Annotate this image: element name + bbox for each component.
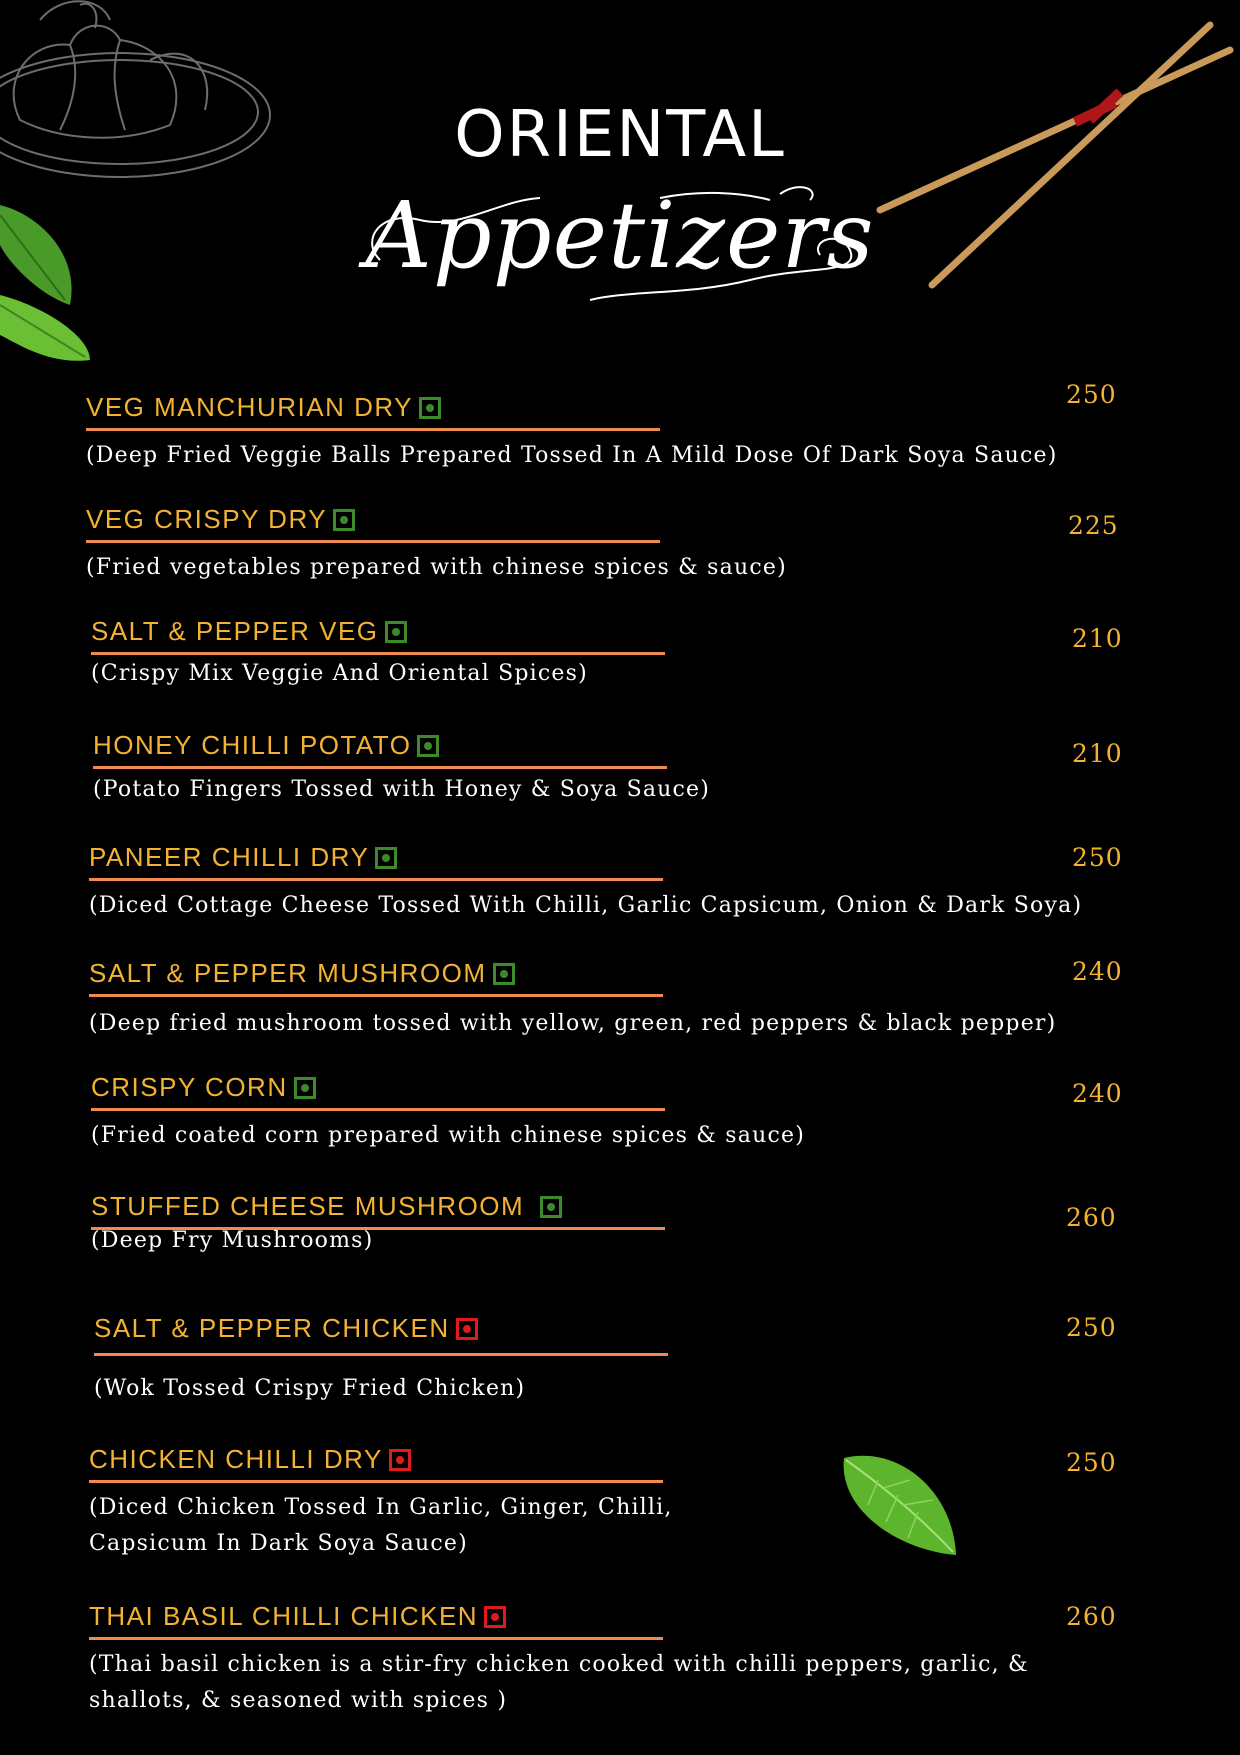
menu-item-description: (Deep fried mushroom tossed with yellow, green, red peppers & black pepper) [89,1011,1057,1036]
menu-item-name: CRISPY CORN [91,1072,316,1102]
item-divider [94,1353,668,1356]
menu-item-price: 250 [1066,1313,1117,1342]
non-veg-symbol-icon [389,1449,411,1471]
flourish-ornament [360,180,880,310]
menu-item-name: CHICKEN CHILLI DRY [89,1444,411,1474]
menu-item-description: (Crispy Mix Veggie And Oriental Spices) [91,661,588,686]
menu-item-name: VEG CRISPY DRY [86,504,355,534]
menu-item-description: (Fried vegetables prepared with chinese spices & sauce) [86,555,787,580]
menu-item-description: (Deep Fry Mushrooms) [91,1228,374,1253]
menu-item-description: (Deep Fried Veggie Balls Prepared Tossed In A Mild Dose Of Dark Soya Sauce) [86,443,1058,468]
page-title: ORIENTAL [454,98,786,172]
menu-item-name: THAI BASIL CHILLI CHICKEN [89,1601,506,1631]
menu-item-description: (Potato Fingers Tossed with Honey & Soya Sauce) [93,777,711,802]
veg-symbol-icon [294,1077,316,1099]
item-divider [93,766,667,769]
menu-item-price: 260 [1066,1203,1117,1232]
item-divider [91,1108,665,1111]
item-divider [89,994,663,997]
item-divider [89,1480,663,1483]
menu-item-price: 240 [1072,1079,1123,1108]
menu-item-price: 210 [1072,624,1123,653]
veg-symbol-icon [417,735,439,757]
menu-item-name: SALT & PEPPER MUSHROOM [89,958,515,988]
non-veg-symbol-icon [456,1318,478,1340]
mint-leaf-icon [838,1450,968,1560]
item-divider [89,878,663,881]
menu-item-description: (Diced Cottage Cheese Tossed With Chilli, Garlic Capsicum, Onion & Dark Soya) [89,893,1083,918]
menu-item-price: 225 [1068,511,1119,540]
veg-symbol-icon [375,847,397,869]
veg-symbol-icon [385,621,407,643]
menu-item-description: (Wok Tossed Crispy Fried Chicken) [94,1376,526,1401]
non-veg-symbol-icon [484,1606,506,1628]
menu-item-name: PANEER CHILLI DRY [89,842,397,872]
item-divider [86,540,660,543]
menu-item-price: 250 [1066,1448,1117,1477]
menu-item-name: STUFFED CHEESE MUSHROOM [91,1191,562,1221]
menu-item-description: (Thai basil chicken is a stir-fry chicken cooked with chilli peppers, garlic, & shallots, & seasoned with spices ) [89,1652,1029,1713]
menu-item-name: SALT & PEPPER VEG [91,616,407,646]
veg-symbol-icon [493,963,515,985]
menu-item-description: (Fried coated corn prepared with chinese spices & sauce) [91,1123,805,1148]
menu-item-name: SALT & PEPPER CHICKEN [94,1313,478,1343]
item-divider [86,428,660,431]
item-divider [89,1637,663,1640]
menu-item-price: 250 [1066,380,1117,409]
menu-item-price: 210 [1072,739,1123,768]
menu-item-price: 240 [1072,957,1123,986]
page-subtitle: Appetizers [365,182,875,289]
veg-symbol-icon [419,397,441,419]
menu-item-name: VEG MANCHURIAN DRY [86,392,441,422]
menu-item-price: 250 [1072,843,1123,872]
veg-symbol-icon [333,509,355,531]
item-divider [91,652,665,655]
menu-item-price: 260 [1066,1602,1117,1631]
menu-item-description: (Diced Chicken Tossed In Garlic, Ginger, Chilli, Capsicum In Dark Soya Sauce) [89,1495,673,1556]
menu-item-name: HONEY CHILLI POTATO [93,730,439,760]
veg-symbol-icon [540,1196,562,1218]
